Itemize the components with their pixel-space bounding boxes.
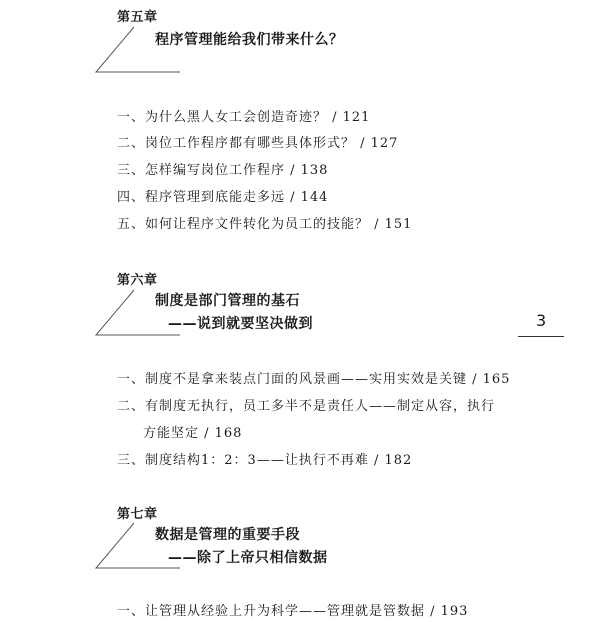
toc-item[interactable]: 一、让管理从经验上升为科学——管理就是管数据 / 193 — [117, 604, 469, 619]
chapter-5-title: 程序管理能给我们带来什么？ — [155, 32, 344, 48]
chapter-5-label: 第五章 — [117, 10, 158, 25]
toc-item[interactable]: 五、如何让程序文件转化为员工的技能？ / 151 — [117, 217, 413, 232]
chapter-7-subtitle: ——除了上帝只相信数据 — [168, 550, 328, 566]
chapter-6-subtitle: ——说到就要坚决做到 — [168, 316, 313, 332]
toc-item[interactable]: 三、怎样编写岗位工作程序 / 138 — [117, 163, 329, 178]
toc-item-continuation[interactable]: 方能坚定 / 168 — [143, 426, 243, 441]
toc-item[interactable]: 三、制度结构1：2：3——让执行不再难 / 182 — [117, 453, 413, 468]
chapter-7-title: 数据是管理的重要手段 — [155, 527, 300, 543]
chapter-6-label: 第六章 — [117, 273, 158, 288]
toc-item[interactable]: 四、程序管理到底能走多远 / 144 — [117, 190, 329, 205]
chapter-6-title: 制度是部门管理的基石 — [155, 293, 300, 309]
toc-item[interactable]: 一、制度不是拿来装点门面的风景画——实用实效是关键 / 165 — [117, 372, 511, 387]
toc-item[interactable]: 二、岗位工作程序都有哪些具体形式？ / 127 — [117, 136, 399, 151]
toc-item[interactable]: 二、有制度无执行，员工多半不是责任人——制定从容，执行 — [117, 399, 496, 414]
toc-item[interactable]: 一、为什么黑人女工会创造奇迹？ / 121 — [117, 110, 371, 125]
chapter-7-label: 第七章 — [117, 507, 158, 522]
page-number: 3 — [536, 311, 547, 330]
page-number-rule — [518, 336, 564, 337]
